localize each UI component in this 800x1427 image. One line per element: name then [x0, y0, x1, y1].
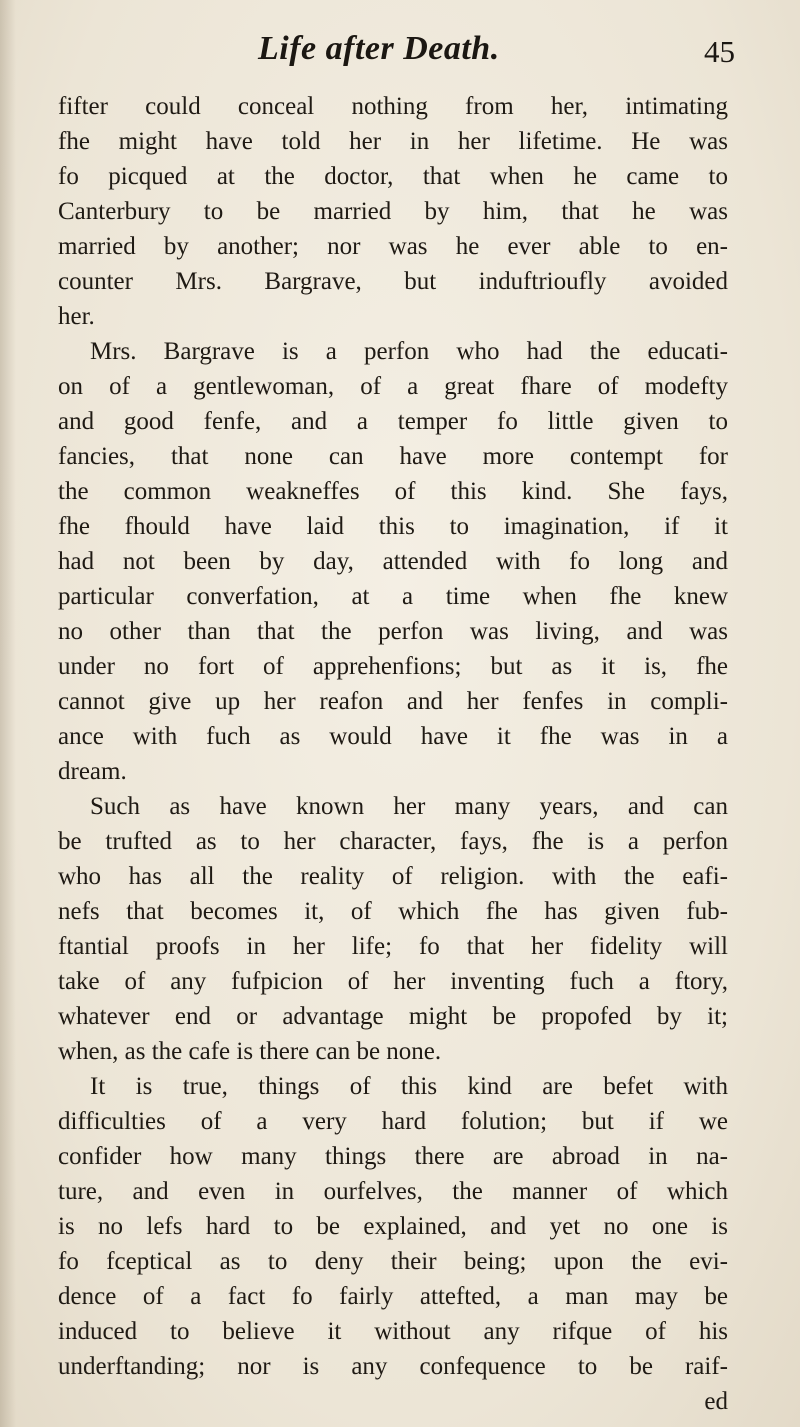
text-line: particular converfation, at a time when fhe knew — [58, 583, 728, 610]
text-line: fo fceptical as to deny their being; upon the evi- — [58, 1248, 728, 1275]
paragraph-start-line: Such as have known her many years, and can — [90, 793, 728, 820]
text-line: no other than that the perfon was living, and was — [58, 618, 728, 645]
running-title: Life after Death. — [258, 30, 500, 67]
text-line: is no lefs hard to be explained, and yet no one is — [58, 1213, 728, 1240]
text-line: be trufted as to her character, fays, fhe is a perfon — [58, 828, 728, 855]
text-line: fo picqued at the doctor, that when he came to — [58, 163, 728, 190]
text-line: difficulties of a very hard folution; but if we — [58, 1108, 728, 1135]
text-line: and good fenfe, and a temper fo little given to — [58, 408, 728, 435]
catchword: ed — [704, 1388, 728, 1415]
text-line: underftanding; nor is any confequence to be raif- — [58, 1353, 728, 1380]
text-line: married by another; nor was he ever able to en- — [58, 233, 728, 260]
text-line: take of any fufpicion of her inventing fuch a ftory, — [58, 968, 728, 995]
text-line: confider how many things there are abroad in na- — [58, 1143, 728, 1170]
text-line: fhe might have told her in her lifetime. He was — [58, 128, 728, 155]
page-header — [0, 14, 800, 84]
page-number: 45 — [704, 34, 735, 69]
text-line: induced to believe it without any rifque of his — [58, 1318, 728, 1345]
text-line: when, as the cafe is there can be none. — [58, 1038, 442, 1065]
text-line: on of a gentlewoman, of a great fhare of modefty — [58, 373, 728, 400]
text-line: dence of a fact fo fairly attefted, a man may be — [58, 1283, 728, 1310]
text-line: ance with fuch as would have it fhe was in a — [58, 723, 728, 750]
page-gutter-shadow — [0, 0, 16, 1427]
text-line: ftantial proofs in her life; fo that her fidelity will — [58, 933, 728, 960]
text-line: her. — [58, 303, 95, 330]
text-line: fifter could conceal nothing from her, intimating — [58, 93, 728, 120]
text-line: whatever end or advantage might be propofed by it; — [58, 1003, 728, 1030]
text-line: nefs that becomes it, of which fhe has given fub- — [58, 898, 728, 925]
text-line: fhe fhould have laid this to imagination, if it — [58, 513, 728, 540]
text-line: under no fort of apprehenfions; but as it is, fhe — [58, 653, 728, 680]
text-line: cannot give up her reafon and her fenfes in compli- — [58, 688, 728, 715]
text-line: the common weakneffes of this kind. She fays, — [58, 478, 728, 505]
text-line: fancies, that none can have more contempt for — [58, 443, 728, 470]
paragraph-start-line: It is true, things of this kind are befet with — [90, 1073, 728, 1100]
text-line: who has all the reality of religion. with the eafi- — [58, 863, 728, 890]
paragraph-start-line: Mrs. Bargrave is a perfon who had the educati- — [90, 338, 728, 365]
text-line: Canterbury to be married by him, that he was — [58, 198, 728, 225]
text-line: counter Mrs. Bargrave, but induftrioufly avoided — [58, 268, 728, 295]
text-line: dream. — [58, 758, 127, 785]
text-line: ture, and even in ourfelves, the manner of which — [58, 1178, 728, 1205]
text-line: had not been by day, attended with fo long and — [58, 548, 728, 575]
